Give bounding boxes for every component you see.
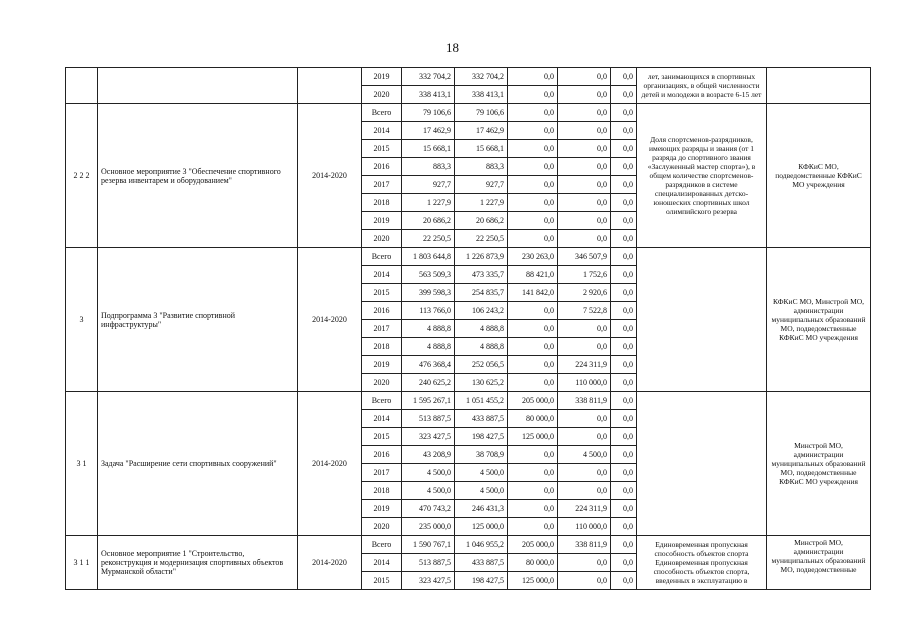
local-budget-cell: 224 311,9 (558, 356, 611, 374)
year-cell: 2019 (362, 500, 402, 518)
regional-budget-cell: 15 668,1 (455, 140, 508, 158)
row-code: 2 2 2 (66, 104, 98, 248)
federal-budget-cell: 205 000,0 (508, 536, 558, 554)
other-funds-cell: 0,0 (611, 536, 637, 554)
total-cell: 323 427,5 (402, 572, 455, 590)
federal-budget-cell: 0,0 (508, 68, 558, 86)
local-budget-cell: 346 507,9 (558, 248, 611, 266)
year-cell: 2019 (362, 356, 402, 374)
responsible-executor (767, 68, 871, 104)
year-cell: 2019 (362, 212, 402, 230)
local-budget-cell: 0,0 (558, 320, 611, 338)
federal-budget-cell: 0,0 (508, 158, 558, 176)
local-budget-cell: 0,0 (558, 338, 611, 356)
total-cell: 338 413,1 (402, 86, 455, 104)
regional-budget-cell: 1 046 955,2 (455, 536, 508, 554)
local-budget-cell: 0,0 (558, 158, 611, 176)
page-number: 18 (446, 40, 459, 55)
regional-budget-cell: 246 431,3 (455, 500, 508, 518)
responsible-executor: Минстрой МО, администрации муниципальных образований МО, подведомственные (767, 536, 871, 590)
regional-budget-cell: 106 243,2 (455, 302, 508, 320)
other-funds-cell: 0,0 (611, 518, 637, 536)
result-indicator: Доля спортсменов-разрядников, имеющих разряды и звания (от 1 разряда до спортивного звания «Заслуженный мастер спорта»), в общем количестве спортсменов-разрядников в системе специализированных детско-юношеских спортивных школ олимпийского резерва (637, 104, 767, 248)
federal-budget-cell: 0,0 (508, 374, 558, 392)
regional-budget-cell: 927,7 (455, 176, 508, 194)
regional-budget-cell: 1 051 455,2 (455, 392, 508, 410)
other-funds-cell: 0,0 (611, 122, 637, 140)
federal-budget-cell: 0,0 (508, 230, 558, 248)
total-cell: 563 509,3 (402, 266, 455, 284)
local-budget-cell: 0,0 (558, 482, 611, 500)
row-code: 3 1 1 (66, 536, 98, 590)
total-cell: 470 743,2 (402, 500, 455, 518)
implementation-period: 2014-2020 (298, 392, 362, 536)
total-cell: 15 668,1 (402, 140, 455, 158)
other-funds-cell: 0,0 (611, 302, 637, 320)
total-cell: 883,3 (402, 158, 455, 176)
local-budget-cell: 0,0 (558, 428, 611, 446)
regional-budget-cell: 332 704,2 (455, 68, 508, 86)
local-budget-cell: 0,0 (558, 194, 611, 212)
total-cell: 4 500,0 (402, 464, 455, 482)
federal-budget-cell: 0,0 (508, 482, 558, 500)
result-indicator: Единовременная пропускная способность объектов спорта Единовременная пропускная способность объектов спорта, введенных в эксплуатацию в (637, 536, 767, 590)
federal-budget-cell: 0,0 (508, 176, 558, 194)
regional-budget-cell: 130 625,2 (455, 374, 508, 392)
regional-budget-cell: 22 250,5 (455, 230, 508, 248)
year-cell: 2019 (362, 68, 402, 86)
activity-name: Основное мероприятие 1 "Строительство, реконструкция и модернизация спортивных объектов Мурманской области" (98, 536, 298, 590)
federal-budget-cell: 0,0 (508, 338, 558, 356)
total-cell: 323 427,5 (402, 428, 455, 446)
federal-budget-cell: 0,0 (508, 122, 558, 140)
other-funds-cell: 0,0 (611, 284, 637, 302)
total-cell: 1 227,9 (402, 194, 455, 212)
local-budget-cell: 4 500,0 (558, 446, 611, 464)
year-cell: 2016 (362, 302, 402, 320)
federal-budget-cell: 0,0 (508, 302, 558, 320)
row-code: 3 1 (66, 392, 98, 536)
year-cell: 2017 (362, 464, 402, 482)
federal-budget-cell: 125 000,0 (508, 428, 558, 446)
local-budget-cell: 7 522,8 (558, 302, 611, 320)
year-cell: 2014 (362, 266, 402, 284)
year-cell: 2014 (362, 410, 402, 428)
total-cell: 4 500,0 (402, 482, 455, 500)
total-cell: 22 250,5 (402, 230, 455, 248)
total-cell: 332 704,2 (402, 68, 455, 86)
total-cell: 17 462,9 (402, 122, 455, 140)
federal-budget-cell: 0,0 (508, 86, 558, 104)
row-code (66, 68, 98, 104)
result-indicator (637, 248, 767, 392)
other-funds-cell: 0,0 (611, 428, 637, 446)
year-cell: 2015 (362, 140, 402, 158)
local-budget-cell: 224 311,9 (558, 500, 611, 518)
federal-budget-cell: 0,0 (508, 212, 558, 230)
federal-budget-cell: 0,0 (508, 518, 558, 536)
other-funds-cell: 0,0 (611, 500, 637, 518)
year-cell: 2016 (362, 446, 402, 464)
regional-budget-cell: 433 887,5 (455, 410, 508, 428)
other-funds-cell: 0,0 (611, 356, 637, 374)
regional-budget-cell: 17 462,9 (455, 122, 508, 140)
total-cell: 4 888,8 (402, 338, 455, 356)
year-cell: Всего (362, 392, 402, 410)
other-funds-cell: 0,0 (611, 482, 637, 500)
local-budget-cell: 0,0 (558, 122, 611, 140)
other-funds-cell: 0,0 (611, 158, 637, 176)
total-cell: 1 803 644,8 (402, 248, 455, 266)
regional-budget-cell: 1 226 873,9 (455, 248, 508, 266)
total-cell: 513 887,5 (402, 554, 455, 572)
other-funds-cell: 0,0 (611, 248, 637, 266)
responsible-executor: КФКиС МО, подведомственные КФКиС МО учреждения (767, 104, 871, 248)
federal-budget-cell: 205 000,0 (508, 392, 558, 410)
local-budget-cell: 0,0 (558, 140, 611, 158)
other-funds-cell: 0,0 (611, 374, 637, 392)
federal-budget-cell: 0,0 (508, 446, 558, 464)
local-budget-cell: 0,0 (558, 554, 611, 572)
local-budget-cell: 0,0 (558, 230, 611, 248)
local-budget-cell: 0,0 (558, 464, 611, 482)
regional-budget-cell: 4 888,8 (455, 338, 508, 356)
year-cell: Всего (362, 248, 402, 266)
table-row (66, 392, 871, 410)
result-indicator: лет, занимающихся в спортивных организациях, в общей численности детей и молодежи в возрасте 6-15 лет (637, 68, 767, 104)
total-cell: 927,7 (402, 176, 455, 194)
other-funds-cell: 0,0 (611, 86, 637, 104)
federal-budget-cell: 0,0 (508, 104, 558, 122)
other-funds-cell: 0,0 (611, 338, 637, 356)
year-cell: 2016 (362, 158, 402, 176)
regional-budget-cell: 38 708,9 (455, 446, 508, 464)
federal-budget-cell: 80 000,0 (508, 410, 558, 428)
regional-budget-cell: 473 335,7 (455, 266, 508, 284)
regional-budget-cell: 252 056,5 (455, 356, 508, 374)
other-funds-cell: 0,0 (611, 68, 637, 86)
year-cell: 2018 (362, 338, 402, 356)
local-budget-cell: 338 811,9 (558, 392, 611, 410)
table-row (66, 104, 871, 122)
other-funds-cell: 0,0 (611, 464, 637, 482)
regional-budget-cell: 4 500,0 (455, 482, 508, 500)
total-cell: 1 595 267,1 (402, 392, 455, 410)
other-funds-cell: 0,0 (611, 320, 637, 338)
year-cell: 2020 (362, 518, 402, 536)
year-cell: Всего (362, 104, 402, 122)
federal-budget-cell: 80 000,0 (508, 554, 558, 572)
total-cell: 476 368,4 (402, 356, 455, 374)
other-funds-cell: 0,0 (611, 140, 637, 158)
table-row (66, 248, 871, 266)
local-budget-cell: 0,0 (558, 176, 611, 194)
total-cell: 399 598,3 (402, 284, 455, 302)
activity-name: Подпрограмма 3 "Развитие спортивной инфраструктуры" (98, 248, 298, 392)
activity-name: Основное мероприятие 3 "Обеспечение спортивного резерва инвентарем и оборудованием" (98, 104, 298, 248)
regional-budget-cell: 79 106,6 (455, 104, 508, 122)
other-funds-cell: 0,0 (611, 554, 637, 572)
other-funds-cell: 0,0 (611, 266, 637, 284)
regional-budget-cell: 883,3 (455, 158, 508, 176)
federal-budget-cell: 0,0 (508, 356, 558, 374)
other-funds-cell: 0,0 (611, 230, 637, 248)
year-cell: 2015 (362, 284, 402, 302)
table-row (66, 536, 871, 554)
local-budget-cell: 110 000,0 (558, 374, 611, 392)
local-budget-cell: 1 752,6 (558, 266, 611, 284)
implementation-period (298, 68, 362, 104)
year-cell: 2018 (362, 194, 402, 212)
regional-budget-cell: 4 888,8 (455, 320, 508, 338)
local-budget-cell: 0,0 (558, 104, 611, 122)
year-cell: Всего (362, 536, 402, 554)
year-cell: 2017 (362, 176, 402, 194)
local-budget-cell: 0,0 (558, 410, 611, 428)
federal-budget-cell: 0,0 (508, 464, 558, 482)
row-code: 3 (66, 248, 98, 392)
total-cell: 4 888,8 (402, 320, 455, 338)
implementation-period: 2014-2020 (298, 104, 362, 248)
federal-budget-cell: 230 263,0 (508, 248, 558, 266)
regional-budget-cell: 338 413,1 (455, 86, 508, 104)
other-funds-cell: 0,0 (611, 410, 637, 428)
implementation-period: 2014-2020 (298, 248, 362, 392)
total-cell: 113 766,0 (402, 302, 455, 320)
local-budget-cell: 0,0 (558, 572, 611, 590)
local-budget-cell: 0,0 (558, 212, 611, 230)
total-cell: 20 686,2 (402, 212, 455, 230)
federal-budget-cell: 0,0 (508, 140, 558, 158)
federal-budget-cell: 0,0 (508, 500, 558, 518)
responsible-executor: Минстрой МО, администрации муниципальных образований МО, подведомственные КФКиС МО учреждения (767, 392, 871, 536)
regional-budget-cell: 198 427,5 (455, 572, 508, 590)
regional-budget-cell: 20 686,2 (455, 212, 508, 230)
year-cell: 2014 (362, 122, 402, 140)
other-funds-cell: 0,0 (611, 392, 637, 410)
year-cell: 2020 (362, 230, 402, 248)
other-funds-cell: 0,0 (611, 212, 637, 230)
local-budget-cell: 110 000,0 (558, 518, 611, 536)
total-cell: 513 887,5 (402, 410, 455, 428)
federal-budget-cell: 0,0 (508, 320, 558, 338)
total-cell: 1 590 767,1 (402, 536, 455, 554)
regional-budget-cell: 1 227,9 (455, 194, 508, 212)
other-funds-cell: 0,0 (611, 572, 637, 590)
year-cell: 2020 (362, 374, 402, 392)
year-cell: 2017 (362, 320, 402, 338)
total-cell: 43 208,9 (402, 446, 455, 464)
regional-budget-cell: 198 427,5 (455, 428, 508, 446)
result-indicator (637, 392, 767, 536)
other-funds-cell: 0,0 (611, 446, 637, 464)
total-cell: 79 106,6 (402, 104, 455, 122)
local-budget-cell: 0,0 (558, 86, 611, 104)
regional-budget-cell: 433 887,5 (455, 554, 508, 572)
year-cell: 2015 (362, 428, 402, 446)
local-budget-cell: 338 811,9 (558, 536, 611, 554)
local-budget-cell: 0,0 (558, 68, 611, 86)
activity-name: Задача "Расширение сети спортивных сооружений" (98, 392, 298, 536)
federal-budget-cell: 125 000,0 (508, 572, 558, 590)
year-cell: 2014 (362, 554, 402, 572)
total-cell: 235 000,0 (402, 518, 455, 536)
implementation-period: 2014-2020 (298, 536, 362, 590)
other-funds-cell: 0,0 (611, 194, 637, 212)
federal-budget-cell: 0,0 (508, 194, 558, 212)
regional-budget-cell: 125 000,0 (455, 518, 508, 536)
responsible-executor: КФКиС МО, Минстрой МО, администрации муниципальных образований МО, подведомственные КФКиС МО учреждения (767, 248, 871, 392)
other-funds-cell: 0,0 (611, 176, 637, 194)
local-budget-cell: 2 920,6 (558, 284, 611, 302)
total-cell: 240 625,2 (402, 374, 455, 392)
activity-name (98, 68, 298, 104)
year-cell: 2015 (362, 572, 402, 590)
regional-budget-cell: 254 835,7 (455, 284, 508, 302)
federal-budget-cell: 141 842,0 (508, 284, 558, 302)
federal-budget-cell: 88 421,0 (508, 266, 558, 284)
table-row (66, 68, 871, 86)
budget-table (65, 67, 871, 590)
regional-budget-cell: 4 500,0 (455, 464, 508, 482)
year-cell: 2018 (362, 482, 402, 500)
other-funds-cell: 0,0 (611, 104, 637, 122)
year-cell: 2020 (362, 86, 402, 104)
